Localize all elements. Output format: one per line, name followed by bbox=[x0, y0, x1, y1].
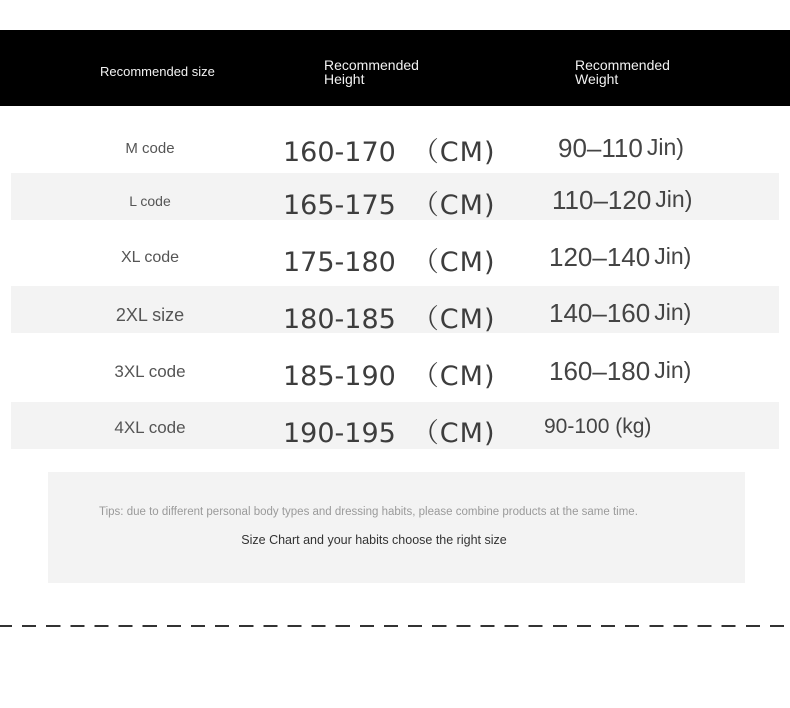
weight-unit: Jin) bbox=[646, 134, 684, 160]
height-cell bbox=[283, 183, 496, 222]
height-unit: （CM) bbox=[411, 304, 496, 335]
height-unit: （CM) bbox=[411, 418, 496, 449]
height-value: 165-175 bbox=[283, 190, 396, 221]
weight-cell bbox=[552, 185, 692, 216]
size-cell: L code bbox=[129, 193, 171, 209]
size-cell: 2XL size bbox=[115, 305, 185, 325]
height-value: 190-195 bbox=[283, 418, 396, 449]
height-cell bbox=[283, 354, 496, 393]
tips-text: Tips: due to different personal body types and dressing habits, please combine products at the same time. bbox=[99, 506, 638, 518]
table-row bbox=[11, 286, 779, 333]
weight-value: 140–160 bbox=[549, 298, 651, 328]
weight-value: 120–140 bbox=[549, 242, 651, 272]
height-value: 175-180 bbox=[283, 247, 396, 278]
height-value: 180-185 bbox=[283, 304, 396, 335]
table-row bbox=[11, 230, 779, 277]
header-weight-label-line1: Recommended bbox=[575, 57, 670, 73]
header-height-label-line1: Recommended bbox=[324, 57, 419, 73]
header-height-label bbox=[324, 58, 524, 86]
height-unit: （CM) bbox=[411, 137, 496, 168]
weight-cell bbox=[549, 298, 691, 329]
weight-unit: Jin) bbox=[654, 299, 692, 325]
table-header bbox=[0, 30, 790, 106]
header-weight-label bbox=[575, 58, 775, 86]
height-value: 160-170 bbox=[283, 137, 396, 168]
size-cell: XL code bbox=[120, 249, 180, 266]
weight-value: 90–110 bbox=[558, 133, 643, 163]
size-cell: 3XL code bbox=[114, 362, 186, 381]
weight-unit: Jin) bbox=[654, 243, 692, 269]
table-row bbox=[11, 402, 779, 449]
table-row bbox=[11, 121, 779, 168]
dashed-divider bbox=[0, 625, 790, 627]
weight-value: 90-100 (kg) bbox=[544, 415, 652, 438]
weight-cell bbox=[549, 242, 691, 273]
height-value: 185-190 bbox=[283, 361, 396, 392]
size-cell: 4XL code bbox=[114, 418, 186, 437]
weight-unit: Jin) bbox=[654, 357, 692, 383]
header-height-label-line2: Height bbox=[324, 71, 365, 87]
table-row bbox=[11, 173, 779, 220]
tips-subtext: Size Chart and your habits choose the right size bbox=[241, 533, 507, 547]
weight-cell bbox=[549, 356, 691, 387]
height-cell bbox=[283, 130, 496, 169]
height-cell bbox=[283, 411, 496, 450]
header-weight-label-line2: Weight bbox=[575, 71, 619, 87]
weight-value: 110–120 bbox=[552, 185, 652, 215]
size-cell: M code bbox=[125, 140, 175, 157]
header-size-label: Recommended size bbox=[100, 64, 215, 79]
height-cell bbox=[283, 297, 496, 336]
tips-box bbox=[48, 472, 745, 583]
weight-cell bbox=[558, 133, 684, 164]
weight-value: 160–180 bbox=[549, 356, 651, 386]
table-row bbox=[11, 344, 779, 391]
weight-cell bbox=[544, 412, 655, 439]
height-unit: （CM) bbox=[411, 361, 496, 392]
height-cell bbox=[283, 240, 496, 279]
height-unit: （CM) bbox=[411, 190, 496, 221]
height-unit: （CM) bbox=[411, 247, 496, 278]
weight-unit: Jin) bbox=[655, 186, 693, 212]
